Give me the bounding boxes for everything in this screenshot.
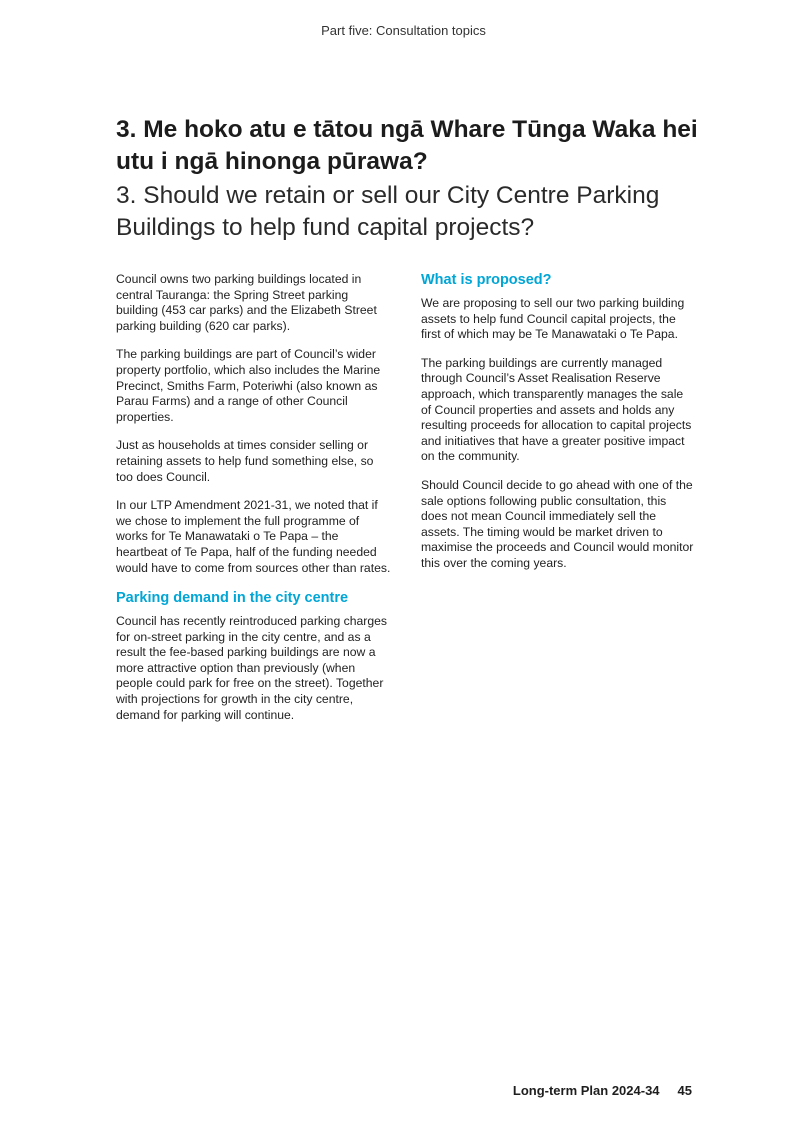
body-paragraph: The parking buildings are currently managed through Council’s Asset Realisation Reserve approach, which transparently manages the sale of Council properties and assets and holds any resulting proceeds for allocation to capital projects and initiatives that have a greater positive impact on the community. — [421, 355, 692, 464]
running-header: Part five: Consultation topics — [321, 23, 486, 38]
body-paragraph: In our LTP Amendment 2021-31, we noted that if we chose to implement the full programme of works for Te Manawataki o Te Papa – the heartbeat of Te Papa, half of the funding needed would have to come from sources other than rates. — [116, 498, 391, 575]
page-title-maori: 3. Me hoko atu e tātou ngā Whare Tūnga Waka hei utu i ngā hinonga pūrawa? — [116, 116, 698, 175]
body-paragraph: Just as households at times consider selling or retaining assets to help fund something else, so too does Council. — [116, 438, 374, 484]
page-title-english: 3. Should we retain or sell our City Centre Parking Buildings to help fund capital projects? — [116, 182, 660, 241]
body-paragraph: Should Council decide to go ahead with one of the sale options following public consultation, this does not mean Council immediately sell the assets. The timing would be market driven to maximise the proceeds and Council would monitor this over the coming years. — [421, 477, 694, 570]
body-paragraph: The parking buildings are part of Council’s wider property portfolio, which also includes the Marine Precinct, Smiths Farm, Poteriwhi (also known as Parau Farms) and a range of other Council properties. — [116, 347, 381, 424]
body-paragraph: Council has recently reintroduced parking charges for on-street parking in the city centre, and as a result the fee-based parking buildings are now a more attractive option than previously (when people could park for free on the street). Together with projections for growth in the city centre, demand for parking will continue. — [116, 614, 387, 722]
footer-document-title: Long-term Plan 2024-34 — [512, 1083, 660, 1098]
section-heading-parking-demand: Parking demand in the city centre — [116, 590, 349, 607]
page-number: 45 — [677, 1083, 692, 1098]
page-footer — [0, 1083, 692, 1098]
section-heading-what-is-proposed: What is proposed? — [421, 272, 552, 288]
right-column — [421, 271, 696, 585]
body-paragraph: We are proposing to sell our two parking building assets to help fund Council capital projects, the first of which may be Te Manawataki o Te Papa. — [421, 296, 685, 342]
body-paragraph: Council owns two parking buildings located in central Tauranga: the Spring Street parking building (453 car parks) and the Elizabeth Street parking building (620 car parks). — [116, 272, 377, 333]
left-column — [116, 272, 391, 736]
